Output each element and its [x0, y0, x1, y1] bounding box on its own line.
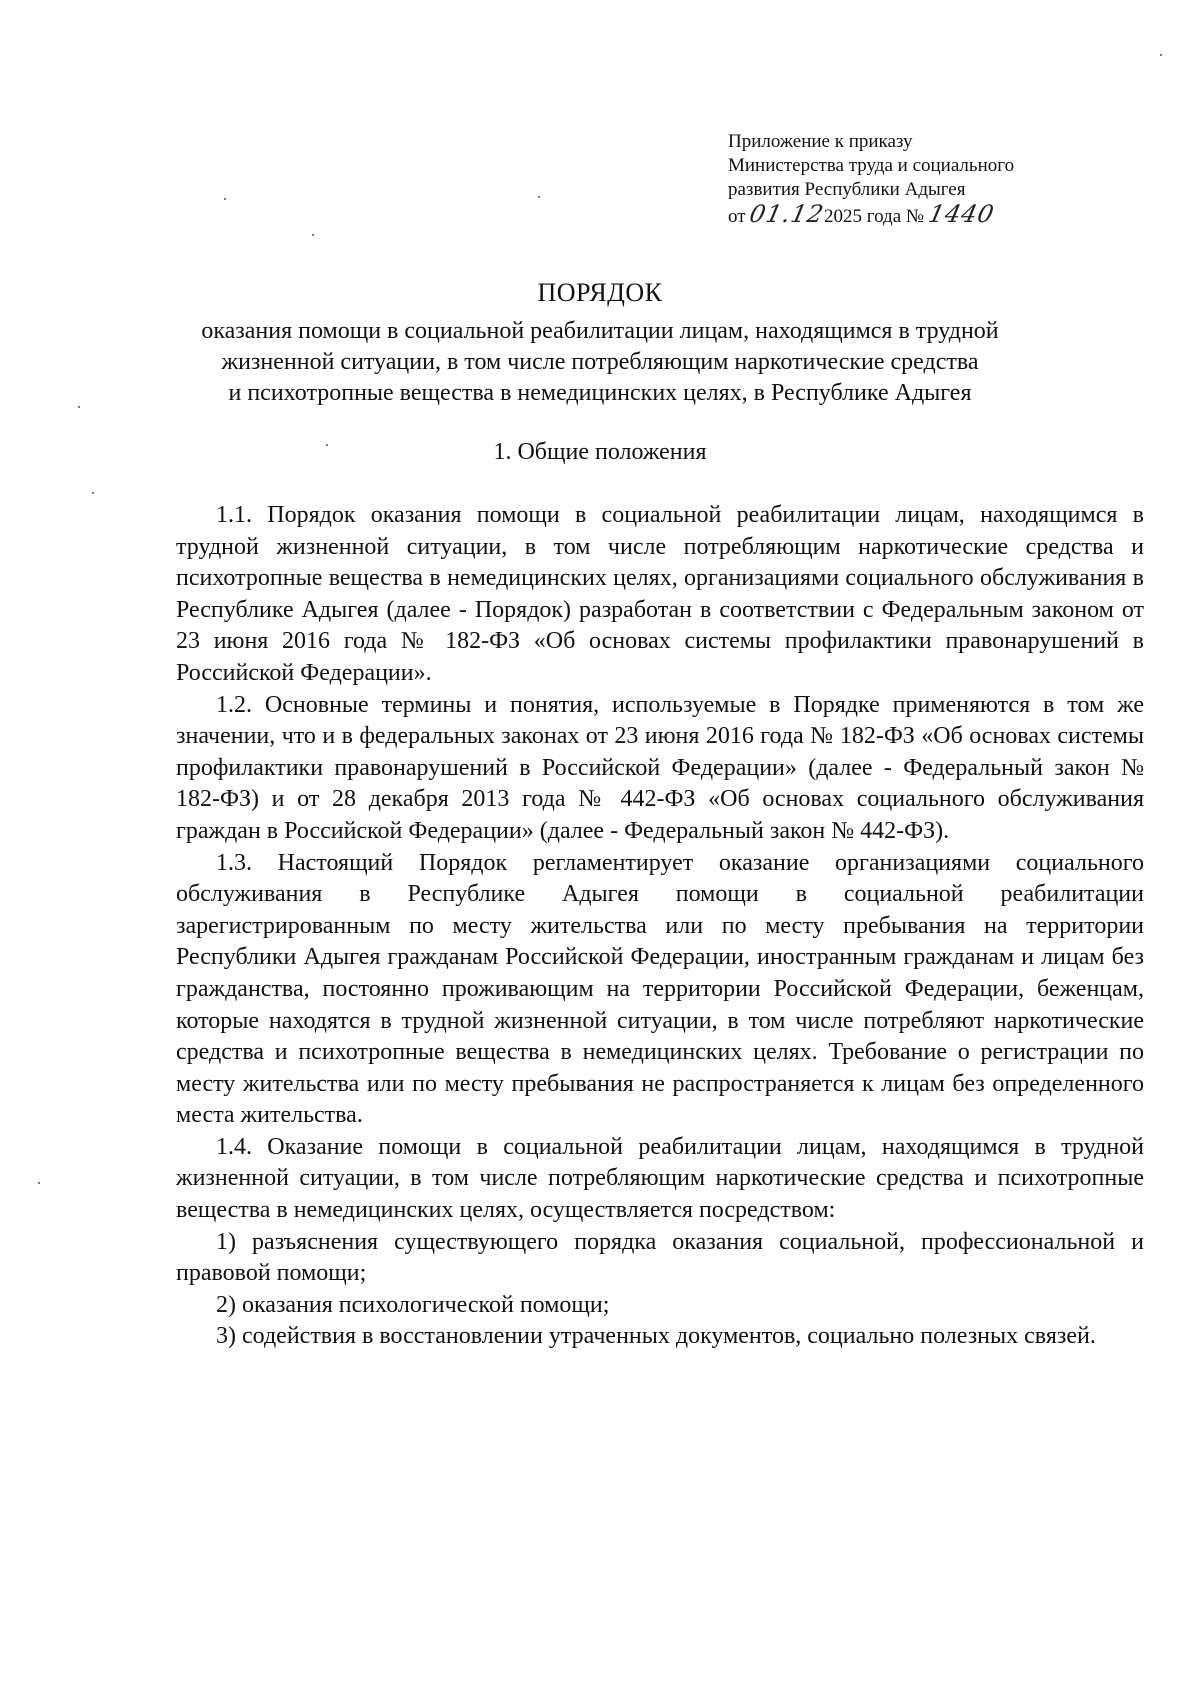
- subtitle-line-2: жизненной ситуации, в том числе потребляющим наркотические средства: [221, 349, 979, 375]
- subtitle-line-3: и психотропные вещества в немедицинских целях, в Республике Адыгея: [228, 380, 972, 406]
- document-subtitle: [0, 316, 1200, 409]
- scan-speck: [538, 196, 540, 198]
- appendix-date-line: [728, 202, 1014, 229]
- handwritten-number: 1440: [925, 200, 997, 228]
- appendix-line-3: развития Республики Адыгея: [728, 179, 966, 200]
- document-title: ПОРЯДОК: [537, 278, 663, 307]
- scan-speck: [1160, 54, 1162, 56]
- handwritten-date: 01.12: [747, 200, 828, 228]
- scan-speck: [38, 1182, 40, 1184]
- appendix-line-2: Министерства труда и социального: [728, 155, 1015, 176]
- list-item-2: 2) оказания психологической помощи;: [216, 1291, 610, 1318]
- paragraph-1-2: 1.2. Основные термины и понятия, используемые в Порядке применяются в том же значении, что и в федеральных законах от 23 июня 2016 года № 182-ФЗ «Об основах системы профилактики правонарушений в Российской Федерации» (далее - Федеральный закон № 182-ФЗ) и от 28 декабря 2013 года № 442-ФЗ «Об основах социального обслуживания граждан в Российской Федерации» (далее - Федеральный закон № 442-ФЗ).: [176, 691, 1144, 844]
- scan-speck: [224, 198, 226, 200]
- scan-speck: [326, 444, 328, 446]
- scan-speck: [312, 234, 314, 236]
- paragraph-1-4: 1.4. Оказание помощи в социальной реабилитации лицам, находящимся в трудной жизненной ситуации, в том числе потребляющим наркотические средства и психотропные вещества в немедицинских целях, осуществляется посредством:: [176, 1133, 1144, 1224]
- section-heading: 1. Общие положения: [493, 439, 707, 465]
- scan-speck: [92, 492, 94, 494]
- date-year-text: 2025 года №: [824, 206, 925, 227]
- subtitle-line-1: оказания помощи в социальной реабилитации лицам, находящимся в трудной: [201, 318, 999, 344]
- list-item-1: 1) разъяснения существующего порядка оказания социальной, профессиональной и правовой помощи;: [176, 1228, 1144, 1287]
- appendix-block: [728, 130, 1014, 229]
- document-body: [176, 500, 1144, 1353]
- scan-speck: [78, 406, 80, 408]
- paragraph-1-1: 1.1. Порядок оказания помощи в социальной реабилитации лицам, находящимся в трудной жизненной ситуации, в том числе потребляющим наркотические средства и психотропные вещества в немедицинских целях, организациями социального обслуживания в Республике Адыгея (далее - Порядок) разработан в соответствии с Федеральным законом от 23 июня 2016 года № 182-ФЗ «Об основах системы профилактики правонарушений в Российской Федерации».: [176, 502, 1144, 686]
- appendix-line-1: Приложение к приказу: [728, 131, 913, 152]
- paragraph-1-3: 1.3. Настоящий Порядок регламентирует оказание организациями социального обслуживания в Республике Адыгея помощи в социальной реабилитации зарегистрированным по месту жительства или по месту пребывания на территории Республики Адыгея гражданам Российской Федерации, иностранным гражданам и лицам без гражданства, постоянно проживающим на территории Российской Федерации, беженцам, которые находятся в трудной жизненной ситуации, в том числе потребляют наркотические средства и психотропные вещества в немедицинских целях. Требование о регистрации по месту жительства или по месту пребывания не распространяется к лицам без определенного места жительства.: [176, 849, 1144, 1129]
- list-item-3: 3) содействия в восстановлении утраченных документов, социально полезных связей.: [216, 1323, 1096, 1350]
- date-prefix: от: [728, 206, 746, 227]
